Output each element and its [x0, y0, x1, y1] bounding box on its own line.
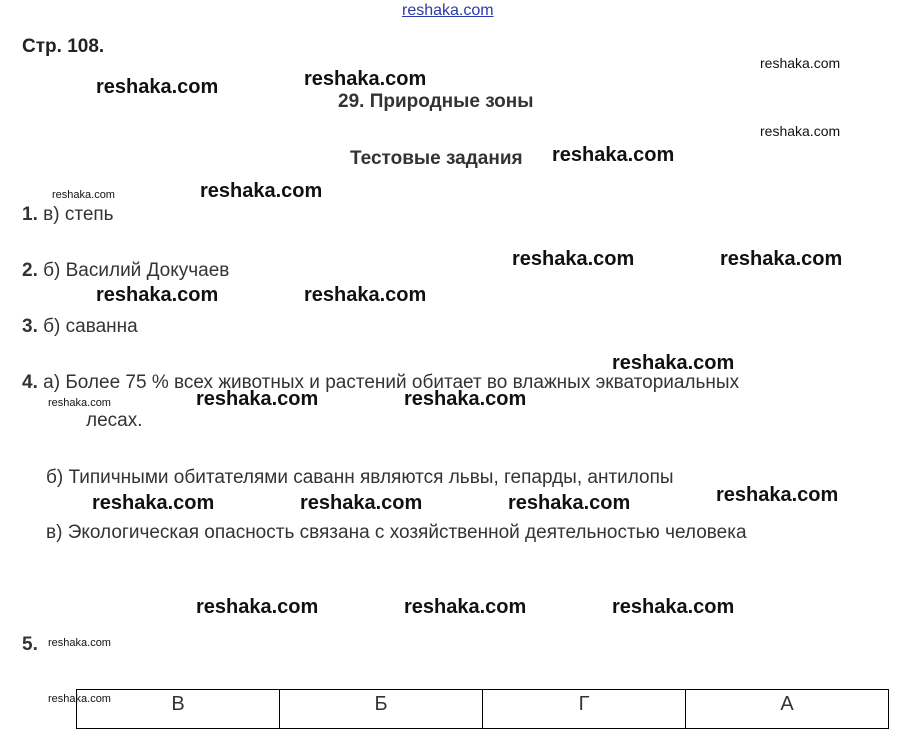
watermark: reshaka.com — [612, 596, 735, 618]
watermark: reshaka.com — [508, 492, 631, 514]
table-cell: Г — [483, 690, 686, 729]
answer-1 — [22, 204, 114, 226]
answer-3 — [22, 316, 138, 338]
page-label: Стр. 108. — [22, 36, 105, 57]
answer-number: 1. — [22, 204, 38, 225]
watermark: reshaka.com — [52, 189, 115, 201]
answer-number: 4. — [22, 372, 38, 393]
watermark: reshaka.com — [612, 352, 735, 374]
watermark: reshaka.com — [196, 596, 319, 618]
site-link[interactable]: reshaka.com — [402, 2, 494, 19]
watermark: reshaka.com — [96, 76, 219, 98]
watermark: reshaka.com — [304, 284, 427, 306]
answer-4a — [22, 372, 739, 394]
watermark: reshaka.com — [96, 284, 219, 306]
answer-4a-continued: лесах. — [86, 410, 143, 431]
answer-table — [76, 689, 889, 729]
answer-4c: в) Экологическая опасность связана с хозяйственной деятельностью человека — [46, 522, 747, 543]
table-cell: Б — [280, 690, 483, 729]
answer-text: в) степь — [43, 204, 114, 225]
watermark: reshaka.com — [716, 484, 839, 506]
watermark: reshaka.com — [196, 388, 319, 410]
table-cell: В — [77, 690, 280, 729]
watermark: reshaka.com — [552, 144, 675, 166]
answer-number: 5. — [22, 634, 38, 655]
watermark: reshaka.com — [304, 68, 427, 90]
answer-number: 2. — [22, 260, 38, 281]
table-cell: А — [686, 690, 889, 729]
watermark: reshaka.com — [720, 248, 843, 270]
watermark: reshaka.com — [200, 180, 323, 202]
answer-text: б) саванна — [43, 316, 138, 337]
section-title: Тестовые задания — [350, 148, 523, 169]
table-row — [77, 690, 889, 729]
answer-text: б) Василий Докучаев — [43, 260, 230, 281]
watermark: reshaka.com — [300, 492, 423, 514]
watermark: reshaka.com — [48, 637, 111, 649]
answer-text: а) Более 75 % всех животных и растений обитает во влажных экваториальных — [43, 372, 740, 393]
watermark: reshaka.com — [92, 492, 215, 514]
watermark: reshaka.com — [512, 248, 635, 270]
watermark: reshaka.com — [48, 693, 111, 705]
watermark: reshaka.com — [48, 397, 111, 409]
watermark: reshaka.com — [404, 388, 527, 410]
answer-4b: б) Типичными обитателями саванн являются львы, гепарды, антилопы — [46, 467, 674, 488]
watermark: reshaka.com — [760, 55, 841, 71]
topic-title: 29. Природные зоны — [338, 91, 534, 112]
answer-5 — [22, 634, 38, 656]
watermark: reshaka.com — [760, 123, 841, 139]
answer-2 — [22, 260, 229, 282]
answer-number: 3. — [22, 316, 38, 337]
watermark: reshaka.com — [404, 596, 527, 618]
